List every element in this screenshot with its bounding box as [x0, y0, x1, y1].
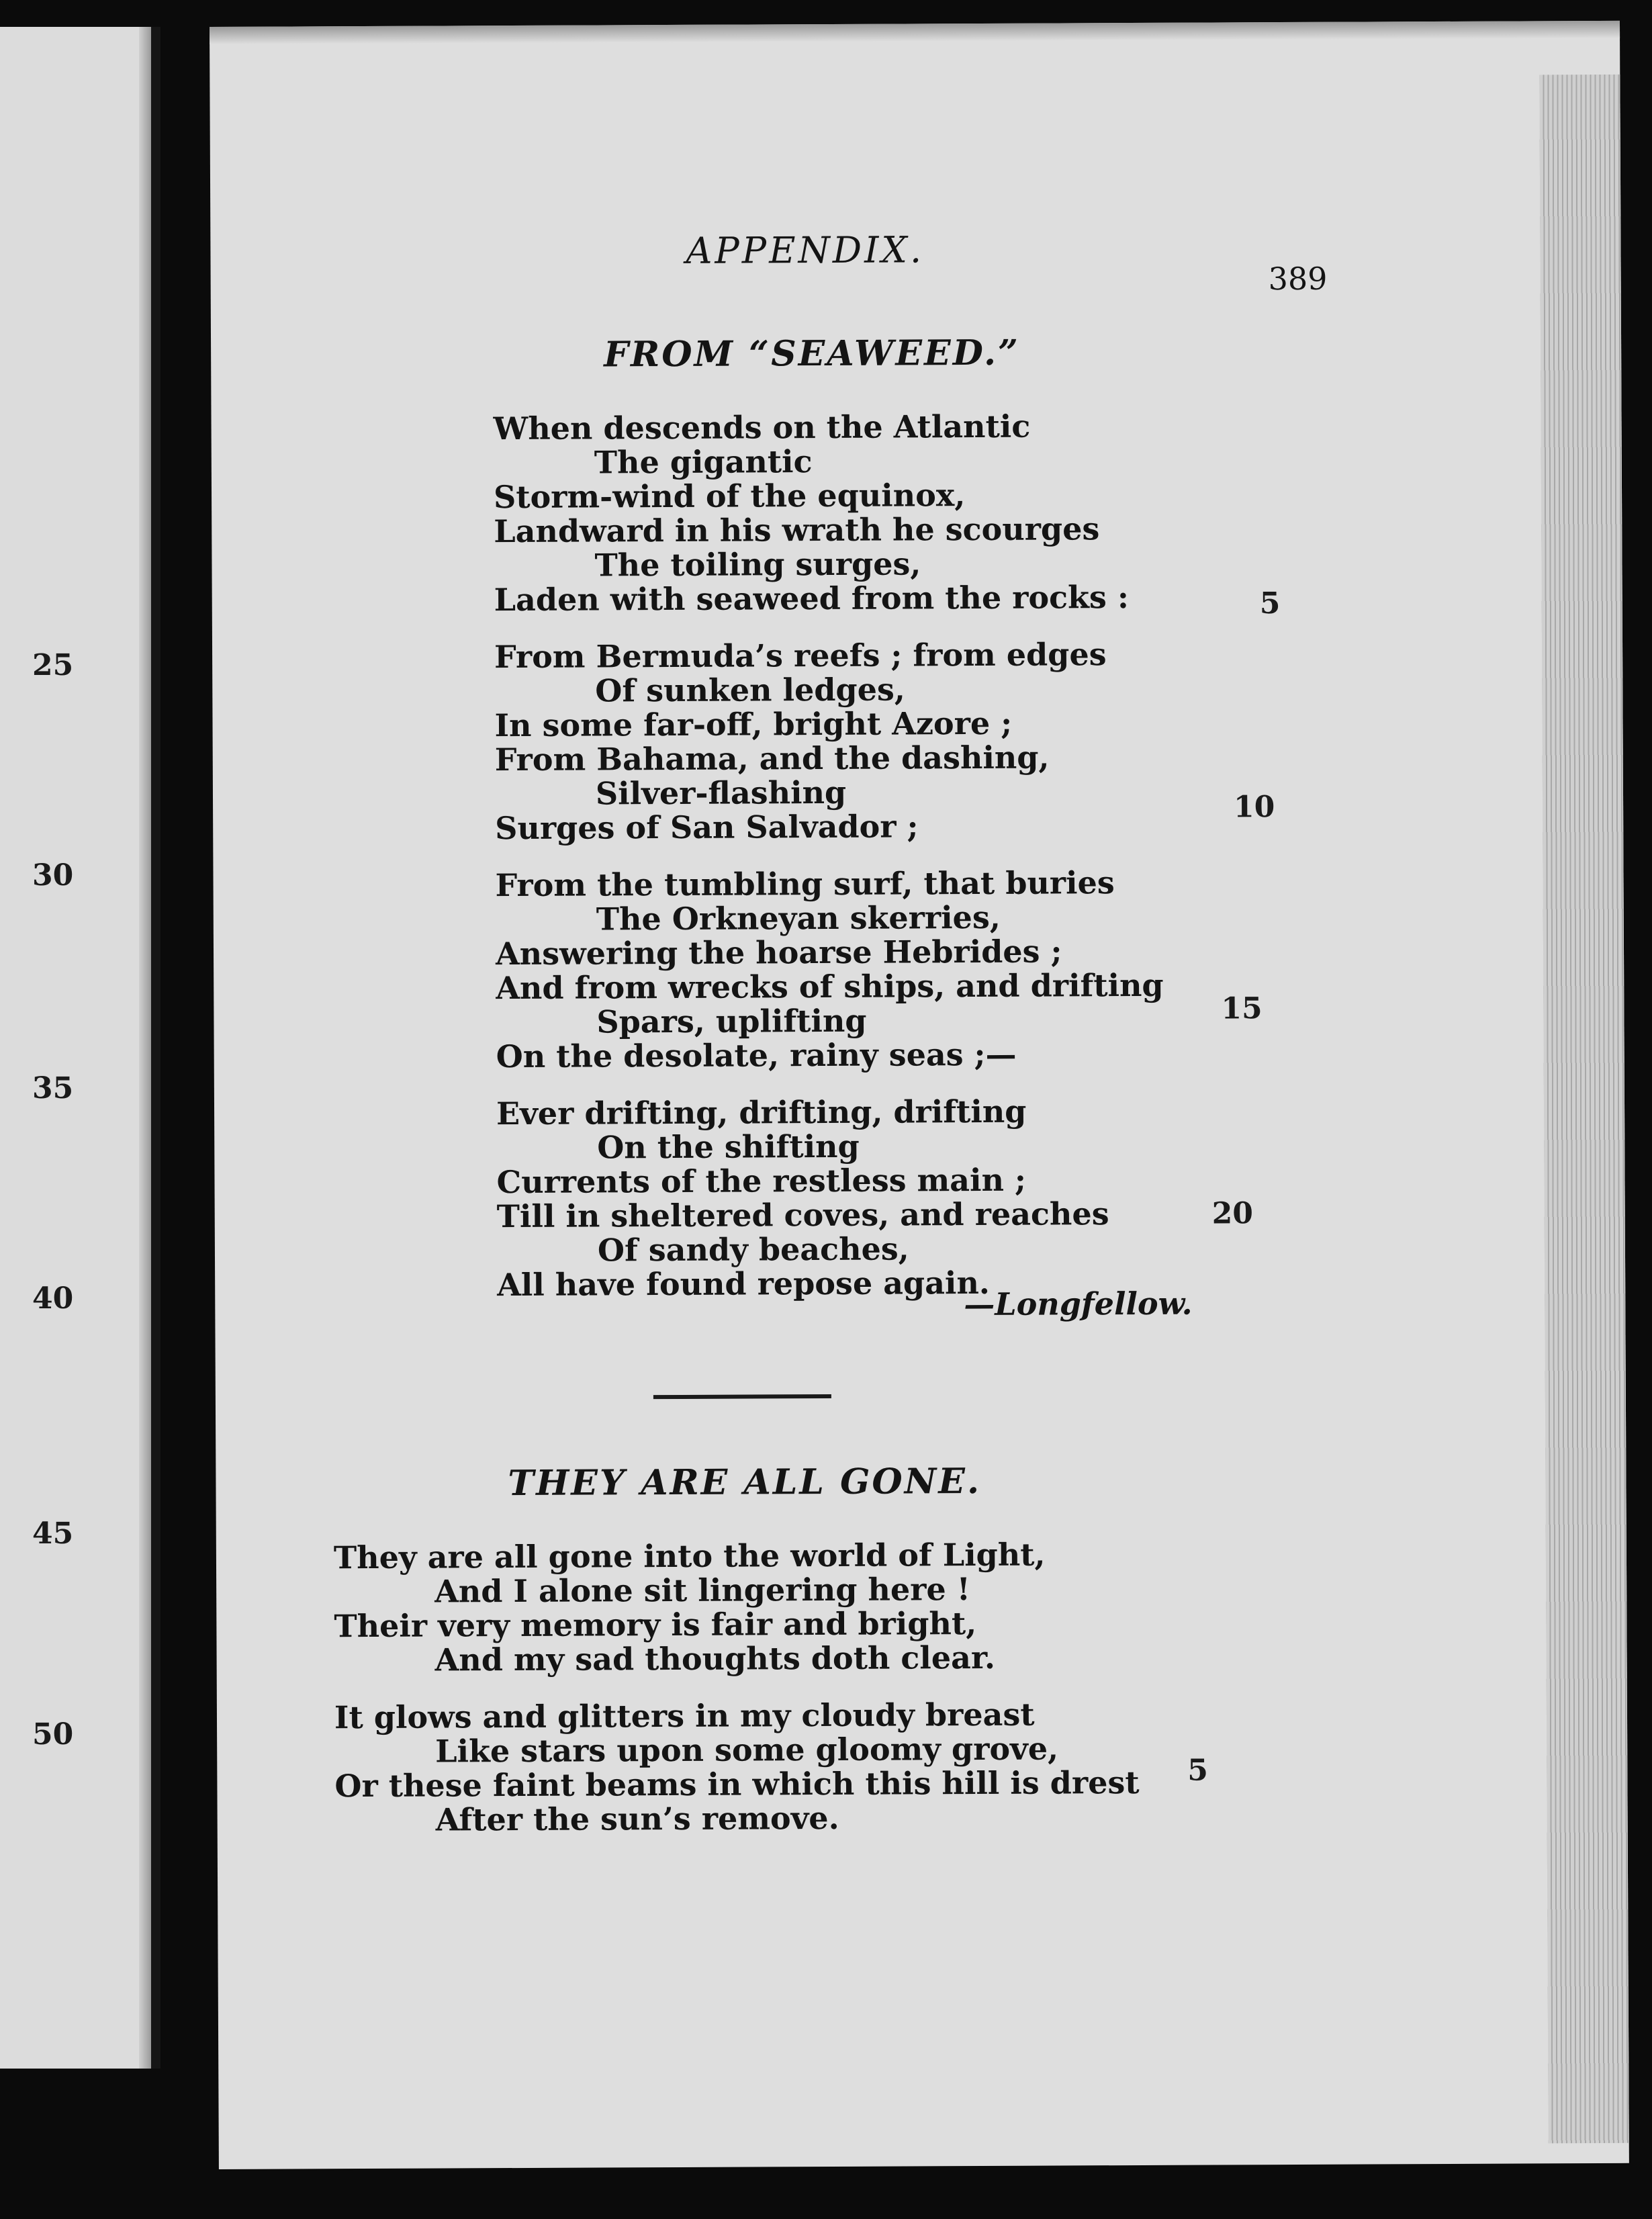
verse-line: Laden with seaweed from the rocks : — [494, 579, 1129, 619]
page-top-shadow — [210, 21, 1620, 44]
poem-they-are-all-gone — [334, 1537, 1140, 1838]
stanza-break — [496, 1071, 1164, 1097]
verse-line: Of sandy beaches, — [597, 1230, 909, 1269]
left-margin-number: 30 — [32, 858, 74, 893]
verse-line: And I alone sit lingering here ! — [434, 1571, 971, 1610]
verse-line: From Bahama, and the dashing, — [494, 739, 1050, 778]
verse-line: On the shifting — [597, 1128, 860, 1166]
line-number: 20 — [1211, 1196, 1254, 1231]
poem-attribution: —Longfellow. — [964, 1285, 1193, 1323]
verse-line: And from wrecks of ships, and drifting — [496, 966, 1164, 1007]
verse-line: Answering the hoarse Hebrides ; — [495, 933, 1062, 972]
verse-line: Their very memory is fair and bright, — [334, 1605, 977, 1645]
verse-line: Ever drifting, drifting, drifting — [496, 1093, 1027, 1132]
verse-line: The gigantic — [594, 443, 813, 481]
poem-title-seaweed: FROM “SEAWEED.” — [604, 332, 1021, 375]
left-margin-number: 50 — [32, 1717, 74, 1752]
left-margin-number: 35 — [32, 1071, 74, 1105]
verse-line: And my sad thoughts doth clear. — [434, 1639, 996, 1678]
verse-line: Silver-flashing — [595, 774, 847, 812]
left-margin-number: 40 — [32, 1281, 74, 1316]
verse-line: Surges of San Salvador ; — [495, 808, 919, 847]
verse-line: They are all gone into the world of Light, — [333, 1536, 1046, 1576]
verse-line: Storm-wind of the equinox, — [493, 477, 966, 516]
left-facing-page — [0, 27, 160, 2069]
verse-line: All have found repose again. — [497, 1264, 990, 1304]
verse-line: The toiling surges, — [594, 545, 921, 584]
verse-line: Of sunken ledges, — [595, 671, 905, 709]
verse-line: From the tumbling surf, that buries — [495, 864, 1115, 904]
verse-line: Landward in his wrath he scourges — [494, 510, 1100, 550]
verse-line: Till in sheltered coves, and reaches — [496, 1195, 1109, 1235]
left-page-edge — [139, 27, 151, 2069]
left-margin-number: 25 — [32, 648, 74, 682]
book-page — [210, 21, 1629, 2169]
verse-line: When descends on the Atlantic — [493, 408, 1031, 447]
verse-line: Spars, uplifting — [596, 1002, 867, 1040]
line-number: 10 — [1233, 790, 1275, 825]
verse-line: On the desolate, rainy seas ;— — [496, 1036, 1017, 1075]
left-margin-number: 45 — [32, 1516, 74, 1551]
line-number: 15 — [1221, 991, 1263, 1026]
verse-line: Or these faint beams in which this hill is drest — [334, 1764, 1140, 1805]
verse-line: From Bermuda’s reefs ; from edges — [494, 636, 1107, 676]
verse-line: In some far-off, bright Azore ; — [494, 705, 1013, 744]
verse-line: Like stars upon some gloomy grove, — [435, 1730, 1059, 1770]
section-divider — [653, 1394, 831, 1399]
verse-line: Currents of the restless main ; — [496, 1161, 1027, 1201]
line-number: 5 — [1259, 586, 1281, 621]
running-head: APPENDIX. — [686, 228, 925, 272]
verse-line: It glows and glitters in my cloudy breast — [334, 1696, 1035, 1736]
line-number: 5 — [1187, 1753, 1209, 1788]
poem-seaweed — [494, 409, 1165, 1302]
poem-title-they-are-all-gone: THEY ARE ALL GONE. — [508, 1461, 982, 1504]
page-stack-edge — [1539, 75, 1628, 2143]
verse-line: After the sun’s remove. — [435, 1799, 839, 1838]
verse-line: The Orkneyan skerries, — [596, 899, 1001, 938]
page-number: 389 — [1268, 260, 1328, 298]
